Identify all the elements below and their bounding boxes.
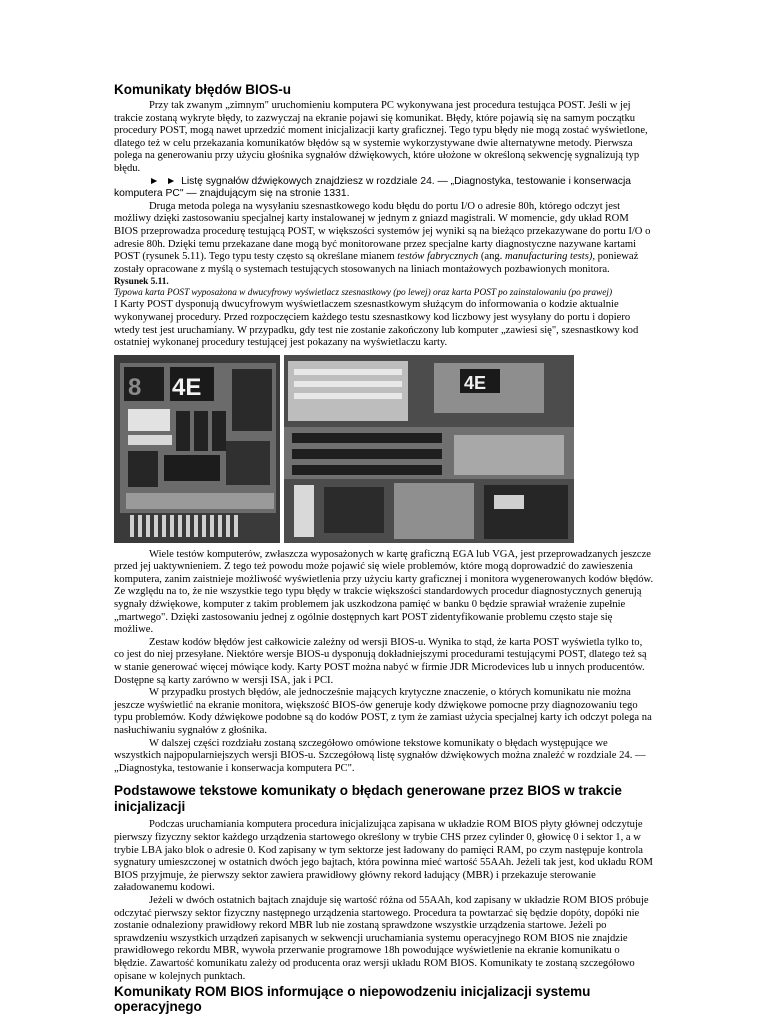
paragraph-beep-codes: W przypadku prostych błędów, ale jednocześnie mających krytyczne znaczenie, o których komunikatu nie można jeszcze wyświetlić na ekranie monitora, większość BIOS-ów generuje kody dźwiękowe pomocne przy diagnozowaniu tego typu problemów. Kody dźwiękowe podobne są do kodów POST, z tym że zamiast użycia specjalnej karty ich odczyt polega na nasłuchiwaniu sygnałów z głośnika. xyxy=(114,687,652,736)
paragraph-ega-vga: Wiele testów komputerów, zwłaszcza wyposażonych w kartę graficzną EGA lub VGA, jest przeprowadzanych jeszcze przed jej uaktywnieniem. Z tego też powodu może pojawić się wiele problemów, które mogą doprowadzić do zawieszenia komputera, zanim zaistnieje możliwość wyświetlenia przy użyciu karty graficznej i monitora wygenerowanych kodów błędów. Ze względu na to, że nie wszystkie tego typu błędy w trakcie większości standardowych procedur diagnostycznych generują sygnały dźwiękowe, komputer z takim problemem jak uszkodzona pamięć w banku 0 będzie sprawiał wrażenie zupełnie „martwego". Dzięki zastosowaniu jednej z ogólnie dostępnych kart POST zidentyfikowanie problemu często staje się możliwe. xyxy=(114,548,654,636)
document-page xyxy=(114,82,654,1014)
post-card-illustration xyxy=(114,355,280,543)
paragraph-post-cards: I Karty POST dysponują dwucyfrowym wyświetlaczem szesnastkowym służącym do informowania o kodzie aktualnie wykonywanej procedury. Przed rozpoczęciem każdego testu szesnastkowy kod liczbowy jest wysyłany do portu i dopiero wtedy test jest uruchamiany. W przypadku, gdy test nie zostanie zakończony lub komputer „zawiesi się", szesnastkowy kod ostatniej wykonanej procedury testującej jest pokazany na wyświetlaczu karty. xyxy=(114,299,639,349)
svg-text:4E: 4E xyxy=(464,372,487,393)
paragraph-boot-sector: Podczas uruchamiania komputera procedura inicjalizująca zapisana w układzie ROM BIOS płyty głównej odczytuje pierwszy fizyczny sektor każdego urządzenia startowego określony w trybie CHS przez cylinder 0, głowicę 0 i sektor 1, a w trybie LBA jako blok o adresie 0. Kod zapisany w tym sektorze jest ładowany do pamięci RAM, po czym następuje kontrola sygnatury umieszczonej w ostatnich dwóch jego bajtach, która powinna mieć wartość 55AAh. Jeżeli tak jest, kod układu ROM BIOS przyjmuje, że pierwszy sektor zawiera prawidłowy główny rekord ładujący (MBR) i przekazuje sterowanie załadowanemu kodowi. xyxy=(114,819,653,894)
paragraph-intro: Przy tak zwanym „zimnym" uruchomieniu komputera PC wykonywana jest procedura testująca POST. Jeśli w jej trakcie zostaną wykryte błędy, to zazwyczaj na ekranie pojawi się komunikat. Błędy, które pojawią się na samym początku procedury POST, mogą nawet uprzedzić moment inicjalizacji karty graficznej. Tego typu błędy nie mogą zostać wyświetlone, dlatego też w celu przekazania komunikatów błędów są w systemie wykorzystywane dwie alternatywne metody. Pierwsza polega na generowaniu przy użyciu głośnika sygnałów dźwiękowych, które ułożone w określoną sekwencję sygnalizują typ błędu. xyxy=(114,100,648,174)
note-arrows-icon: ► ► xyxy=(149,175,179,187)
figure-title: Rysunek 5.11. xyxy=(114,277,169,288)
post-card-photo xyxy=(114,355,280,543)
subsection-heading-2: Komunikaty ROM BIOS informujące o niepowodzeniu inicjalizacji systemu operacyjnego xyxy=(114,984,591,1014)
section-heading: Komunikaty błędów BIOS-u xyxy=(114,82,292,97)
installed-post-card-photo xyxy=(284,355,574,543)
svg-text:8: 8 xyxy=(128,373,142,401)
cross-reference-note xyxy=(114,176,654,201)
note-text: Listę sygnałów dźwiękowych znajdziesz w rozdziale 24. — „Diagnostyka, testowanie i konserwacja komputera PC" — znajdującym się na stronie 1331. xyxy=(114,175,631,200)
paragraph-further: W dalszej części rozdziału zostaną szczegółowo omówione tekstowe komunikaty o błędach występujące we wszystkich najpopularniejszych wersji BIOS-u. Szczegółową listę sygnałów dźwiękowych można znaleźć w rozdziale 24. — „Diagnostyka, testowanie i konserwacja komputera PC". xyxy=(114,737,646,774)
figure-images xyxy=(114,355,654,543)
paragraph-mbr-search: Jeżeli w dwóch ostatnich bajtach znajduje się wartość różna od 55AAh, kod zapisany w układzie ROM BIOS próbuje odczytać pierwszy sektor fizyczny następnego urządzenia startowego. Procedura ta powtarzać się będzie dopóty, dopóki nie zostanie odnaleziony prawidłowy rekord MBR lub nie zostaną sprawdzone wszystkie urządzenia startowe. Jeżeli po sprawdzeniu wszystkich urządzeń zapisanych w sekwencji uruchamiania systemu operacyjnego ROM BIOS nie znajdzie prawidłowego rekordu MBR, wywoła przerwanie programowe 18h powodujące wyświetlenie na ekranie komunikatu o błędzie. Zawartość komunikatu zależy od producenta oraz wersji układu ROM BIOS. Komunikaty te zostaną szczegółowo opisane w kolejnych punktach. xyxy=(114,894,649,982)
paragraph-post-port: Druga metoda polega na wysyłaniu szesnastkowego kodu błędu do portu I/O o adresie 80h, którego odczyt jest możliwy dzięki zastosowaniu specjalnej karty instalowanej w jednym z gniazd magistrali. W momencie, gdy układ ROM BIOS przeprowadza procedurę testującą POST, w większości systemów jej wyniki są na bieżąco przekazywane do portu I/O o adresie 80h. Dzięki temu przekazane dane mogą być monitorowane przez specjalne karty diagnostyczne nazywane kartami POST (rysunek 5.11). Tego typu testy często są określane mianem testów fabrycznych (ang. manufacturing tests), ponieważ zostały opracowane z myślą o systemach testujących stosowanych na liniach montażowych pozbawionych monitora. xyxy=(114,200,651,275)
subsection-heading: Podstawowe tekstowe komunikaty o błędach generowane przez BIOS w trakcie inicjalizacji xyxy=(114,783,622,815)
motherboard-illustration xyxy=(284,355,574,543)
paragraph-bios-codes: Zestaw kodów błędów jest całkowicie zależny od wersji BIOS-u. Wynika to stąd, że karta POST wyświetla tylko to, co jest do niej przesyłane. Niektóre wersje BIOS-u dysponują dokładniejszymi procedurami testującymi POST, dlatego też są w stanie generować więcej mówiące kody. Karty POST można nabyć w firmie JDR Microdevices lub u innych producentów. Dostępne są karty zarówno w wersji ISA, jak i PCI. xyxy=(114,636,647,686)
figure-caption: Typowa karta POST wyposażona w dwucyfrowy wyświetlacz szesnastkowy (po lewej) oraz karta POST po zainstalowaniu (po prawej) xyxy=(114,288,613,299)
svg-text:4E: 4E xyxy=(172,373,202,401)
